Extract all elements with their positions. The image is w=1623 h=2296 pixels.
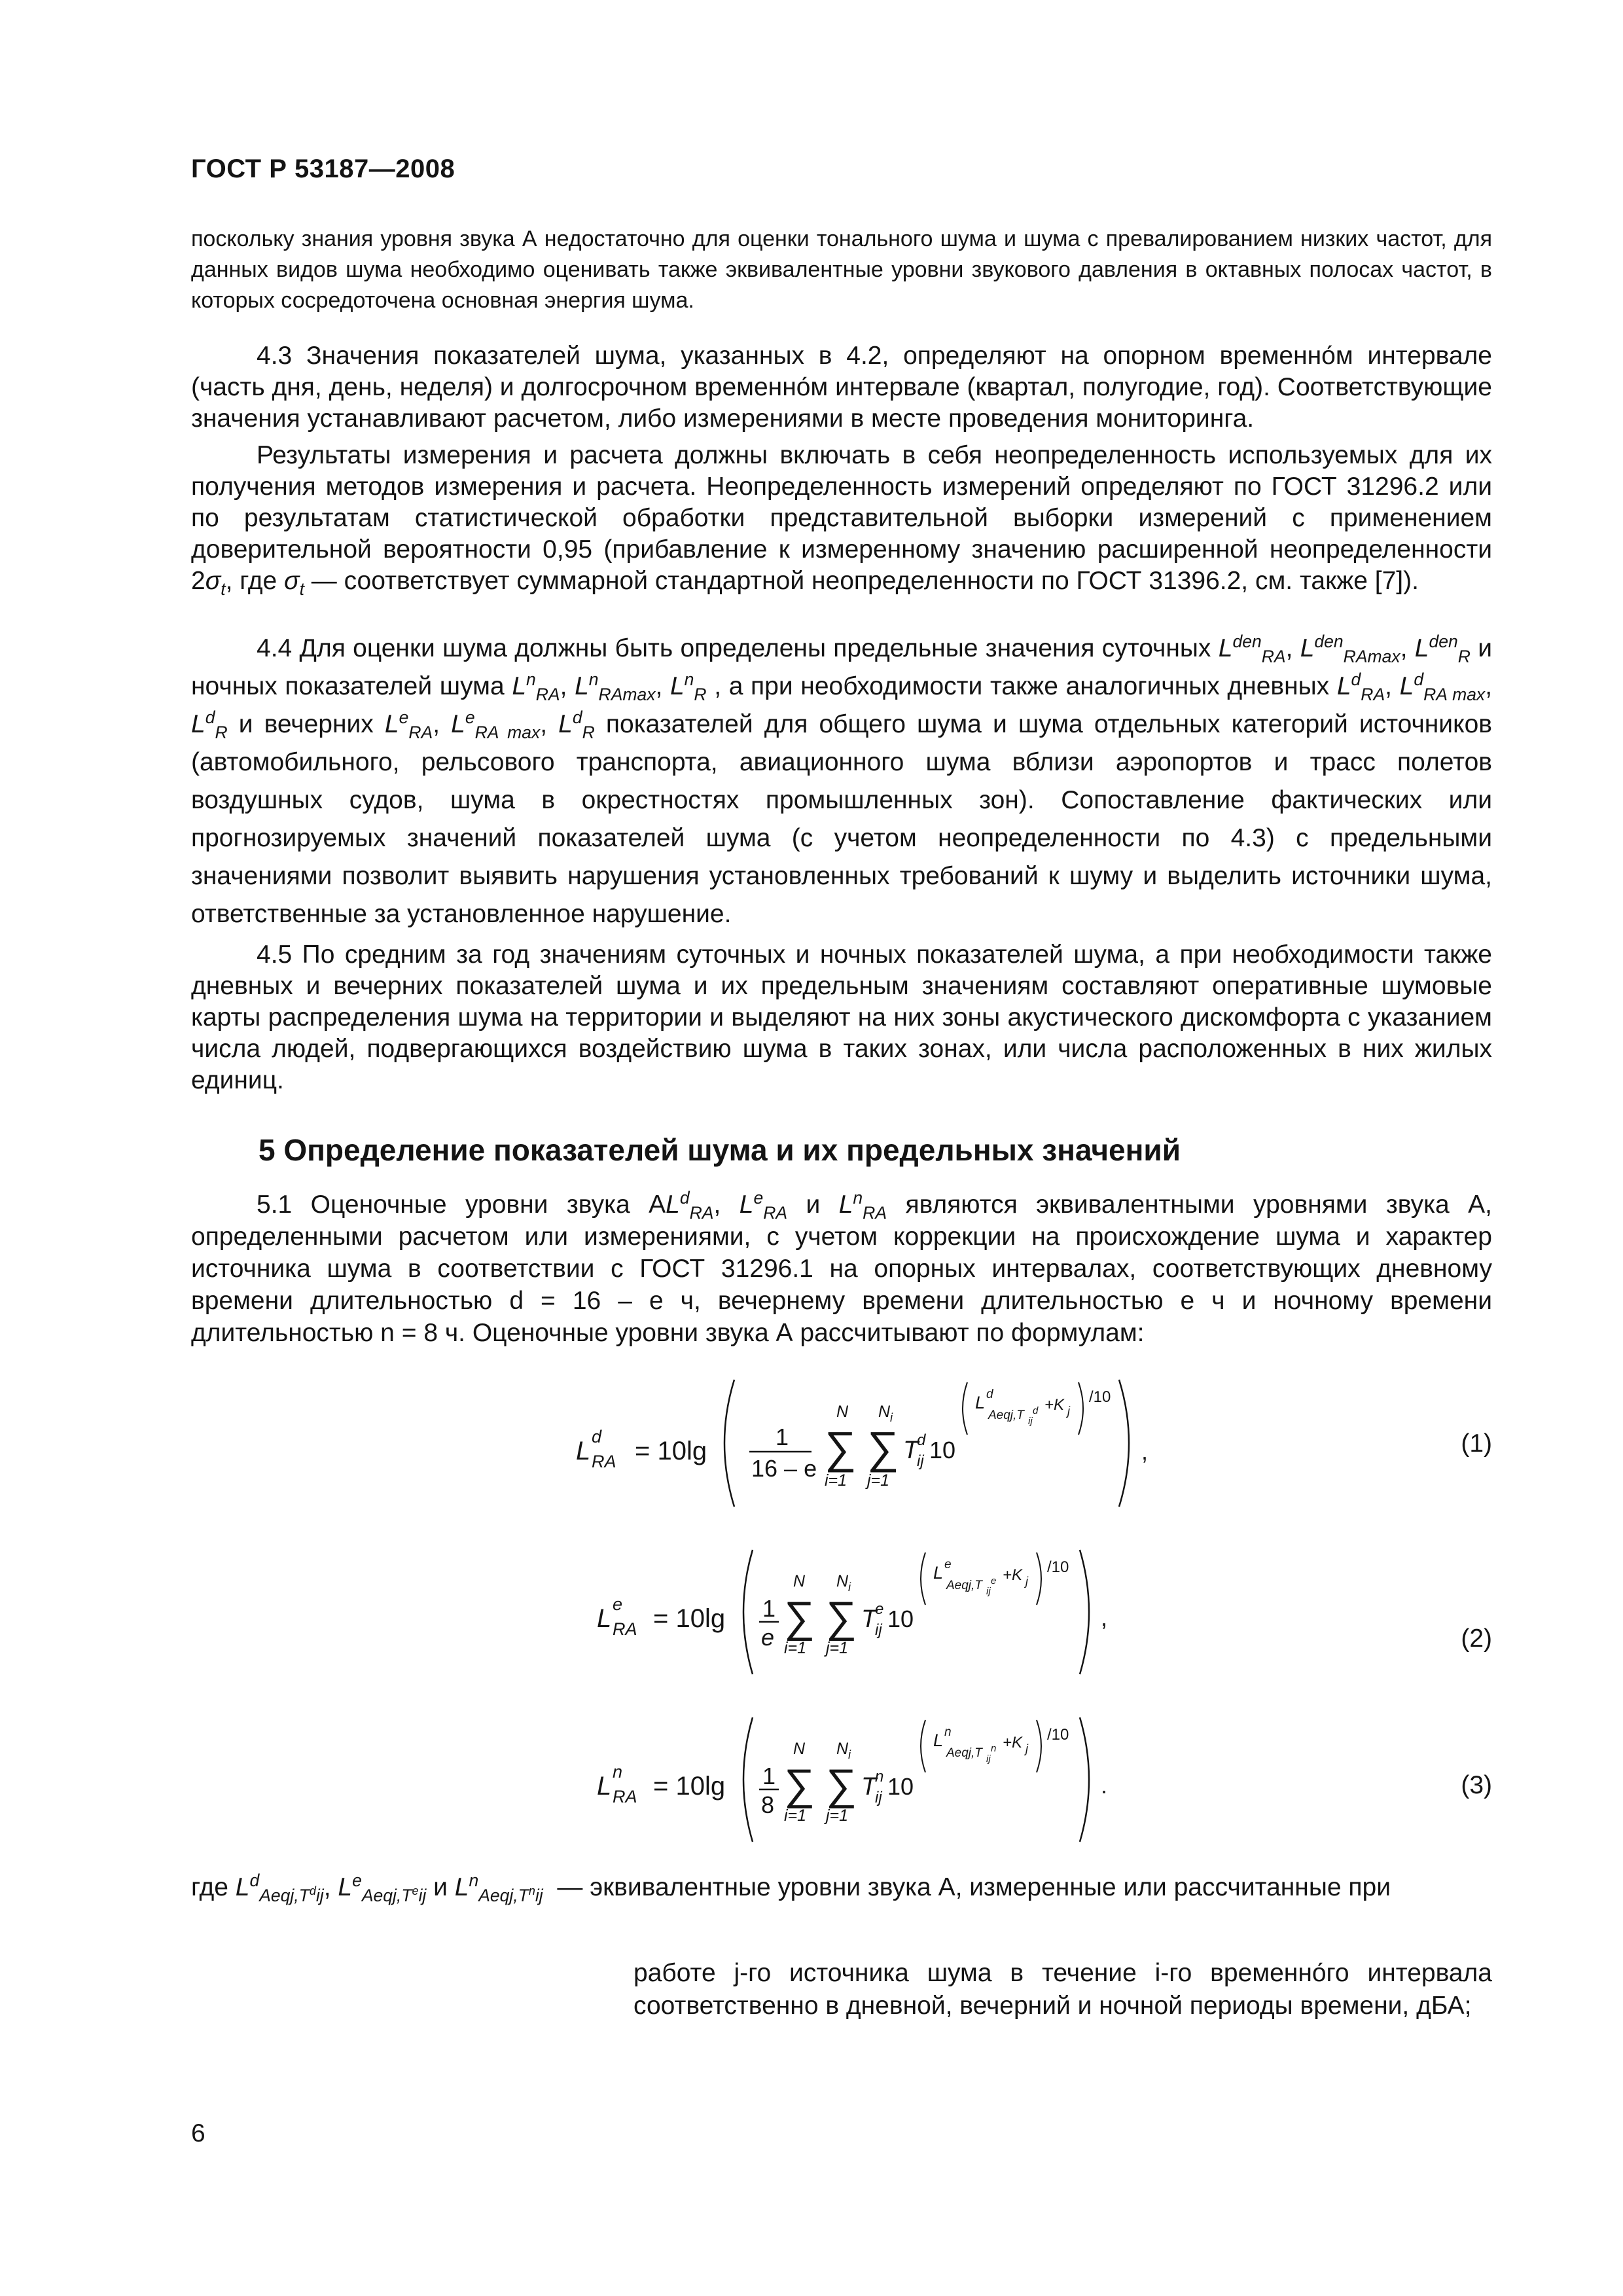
paragraph-4-4: 4.4 Для оценки шума должны быть определены предельные значения суточных $L^{den}_{RA}$, $L^{den}_{RAmax}$, $L^{den}_R$ и ночных показателей шума $L^n_{RA}$, $L^n_{RAmax}$, $L^n_R$ , а при необходимости также аналогичных дневных $L^d_{RA}$, $L^d_{RA max}$, $L^d_R$ и вечерних $L^e_{RA}$, $L^e_{RA max}$, $L^d_R$ показателей для общего шума и шума отдельных категорий источников (автомобильного, рельсового транспорта, авиационного шума вблизи аэропортов и трасс полетов воздушных судов, шума в окрестностях промышленных зон). Сопоставление фактических или прогнозируемых значений показателей шума (с учетом неопределенности по 4.3) с предельными значениями позволит выявить нарушения установленных требований к шуму и выделить источники шума, ответственные за установленное нарушение. [191, 632, 1493, 928]
svg-text:∑: ∑ [826, 1760, 857, 1808]
svg-text:ij: ij [875, 1789, 882, 1806]
svg-text:i: i [890, 1411, 893, 1424]
svg-text:e: e [761, 1624, 775, 1651]
svg-text:i: i [848, 1748, 851, 1761]
paragraph-4-3: 4.3 Значения показателей шума, указанных в 4.2, определяют на опорном временно́м интервале (часть дня, день, неделя) и долгосрочном временно́м интервале (квартал, полугодие, год). Соответствующие значения устанавливают расчетом, либо измерениями в месте проведения мониторинга. [191, 342, 1492, 433]
svg-text:/10: /10 [1089, 1388, 1111, 1406]
svg-text:N: N [793, 1572, 806, 1590]
svg-text:= 10lg: = 10lg [635, 1437, 707, 1465]
f1-lhs: L [576, 1437, 591, 1465]
svg-text:N: N [836, 1740, 849, 1758]
svg-text:∑: ∑ [784, 1760, 815, 1808]
paragraph-5-1: 5.1 Оценочные уровни звука $АL^d_{RA}$, $L^e_{RA}$ и $L^n_{RA}$ являются эквивалентными уровнями звука А, определенными расчетом или измерениями, с учетом коррекции на происхождение шума и характер источника шума в соответствии с ГОСТ 31296.1 на опорных интервалах, соответствующих дневному времени длительностью d = 16 – e ч, вечернему времени длительностью e ч и ночному времени длительностью n = 8 ч. Оценочные уровни звука А рассчитывают по формулам: [191, 1188, 1492, 1347]
formula-2 [563, 1543, 1152, 1687]
svg-text:e: e [944, 1558, 952, 1571]
svg-text:i=1: i=1 [784, 1806, 807, 1825]
svg-text:j: j [1026, 1742, 1028, 1755]
formula-2-svg [563, 1543, 1152, 1687]
formula-3-svg [563, 1711, 1152, 1855]
svg-text:/10: /10 [1047, 1558, 1069, 1576]
svg-text:10: 10 [887, 1605, 914, 1632]
section-5-title: 5 Определение показателей шума и их предельных значений [259, 1133, 1181, 1167]
svg-text:∑: ∑ [784, 1592, 815, 1641]
svg-text:∑: ∑ [867, 1423, 899, 1473]
where-description: работе j-го источника шума в течение i-го временно́го интервала соответственно в дневной, вечерний и ночной периоды времени, дБА; [633, 1959, 1492, 2020]
svg-text:T: T [861, 1605, 877, 1633]
svg-text:j=1: j=1 [867, 1471, 890, 1490]
paragraph-uncertainty: Результаты измерения и расчета должны включать в себя неопределенность используемых для их получения методов измерения и расчета. Неопределенность измерений определяют по ГОСТ 31296.2 или по результатам статистической обработки представительной выборки измерений с применением доверительной вероятности 0,95 (прибавление к измеренному значению расширенной неопределенности $2\sigma_t$, где $\sigma_t$ — соответствует суммарной стандартной неопределенности по ГОСТ 31396.2, см. также [7]). [191, 441, 1492, 599]
svg-text:Aeqj,T: Aeqj,T [946, 1746, 982, 1760]
formula-2-number: (2) [1461, 1624, 1492, 1653]
svg-text:∑: ∑ [826, 1592, 857, 1641]
svg-text:L: L [975, 1393, 986, 1412]
svg-text:ij: ij [986, 1586, 991, 1597]
svg-text:RA: RA [613, 1787, 637, 1806]
formula-1 [563, 1368, 1152, 1518]
svg-text:ij: ij [1028, 1416, 1033, 1427]
svg-text:RA: RA [613, 1619, 637, 1639]
svg-text:j=1: j=1 [826, 1806, 849, 1825]
svg-text:L: L [933, 1563, 944, 1583]
svg-text:i: i [848, 1581, 851, 1594]
svg-text:10: 10 [887, 1773, 914, 1800]
intro-paragraph: поскольку знания уровня звука А недостаточно для оценки тонального шума и шума с превалированием низких частот, для данных видов шума необходимо оценивать также эквивалентные уровни звукового давления в октавных полосах частот, в которых сосредоточена основная энергия шума. [191, 226, 1492, 313]
svg-text:Aeqj,T: Aeqj,T [946, 1579, 982, 1592]
svg-text:e: e [875, 1600, 884, 1618]
svg-text:ij: ij [986, 1753, 991, 1765]
svg-text:N: N [836, 1572, 849, 1590]
svg-text:.: . [1101, 1772, 1108, 1799]
svg-text:T: T [861, 1773, 877, 1801]
svg-text:ij: ij [875, 1621, 882, 1639]
svg-text:1: 1 [776, 1424, 789, 1450]
svg-text:16 – e: 16 – e [751, 1455, 817, 1482]
svg-text:j: j [1026, 1575, 1028, 1588]
svg-text:RA: RA [592, 1452, 616, 1471]
formula-1-number: (1) [1461, 1429, 1492, 1458]
svg-text:N: N [793, 1740, 806, 1758]
formula-1-svg [563, 1368, 1152, 1518]
page-number: 6 [191, 2119, 205, 2147]
svg-text:n: n [991, 1743, 997, 1754]
svg-text:n: n [613, 1762, 623, 1782]
svg-text:,: , [1101, 1604, 1108, 1631]
formula-3 [563, 1711, 1152, 1855]
page-header: ГОСТ Р 53187—2008 [191, 154, 455, 183]
where-clause: где $L^d_{Aeqj,T^dij}$, $L^e_{Aeqj,T^eij}$ и $L^n_{Aeqj,T^nij}$ — эквивалентные уровни звука А, измеренные или рассчитанные при [191, 1871, 1391, 1905]
svg-text:∑: ∑ [825, 1423, 857, 1473]
svg-text:+K: +K [1003, 1566, 1023, 1584]
svg-text:/10: /10 [1047, 1726, 1069, 1744]
svg-text:n: n [875, 1768, 884, 1785]
svg-text:= 10lg: = 10lg [653, 1772, 726, 1801]
svg-text:L: L [597, 1772, 612, 1801]
svg-text:N: N [878, 1403, 891, 1421]
paragraph-4-5: 4.5 По средним за год значениям суточных и ночных показателей шума, а при необходимости также дневных и вечерних показателей шума и их предельным значениям составляют оперативные шумовые карты распределения шума на территории и выделяют на них зоны акустического дискомфорта с указанием числа людей, подвергающихся воздействию шума в таких зонах, или числа расположенных в них жилых единиц. [191, 941, 1492, 1094]
svg-text:n: n [944, 1725, 952, 1739]
svg-text:= 10lg: = 10lg [653, 1604, 726, 1633]
svg-text:ij: ij [917, 1452, 924, 1470]
svg-text:d: d [917, 1431, 926, 1449]
svg-text:e: e [991, 1575, 997, 1587]
svg-text:d: d [1033, 1405, 1039, 1416]
formula-3-number: (3) [1461, 1771, 1492, 1799]
svg-text:+K: +K [1003, 1734, 1023, 1751]
svg-text:N: N [836, 1403, 849, 1421]
svg-text:1: 1 [762, 1595, 776, 1622]
svg-text:d: d [592, 1427, 602, 1446]
svg-text:e: e [613, 1594, 623, 1614]
svg-text:i=1: i=1 [784, 1639, 807, 1657]
svg-text:j: j [1067, 1405, 1070, 1418]
svg-text:10: 10 [929, 1437, 956, 1463]
svg-text:T: T [903, 1437, 919, 1464]
svg-text:i=1: i=1 [825, 1471, 847, 1490]
svg-text:j=1: j=1 [826, 1639, 849, 1657]
svg-text:L: L [597, 1604, 612, 1633]
svg-text:,: , [1141, 1438, 1149, 1465]
svg-text:Aeqj,T: Aeqj,T [988, 1408, 1024, 1422]
svg-text:L: L [933, 1731, 944, 1750]
svg-text:8: 8 [761, 1791, 775, 1818]
svg-text:1: 1 [762, 1763, 776, 1789]
svg-text:d: d [986, 1388, 993, 1401]
svg-text:+K: +K [1044, 1396, 1065, 1414]
